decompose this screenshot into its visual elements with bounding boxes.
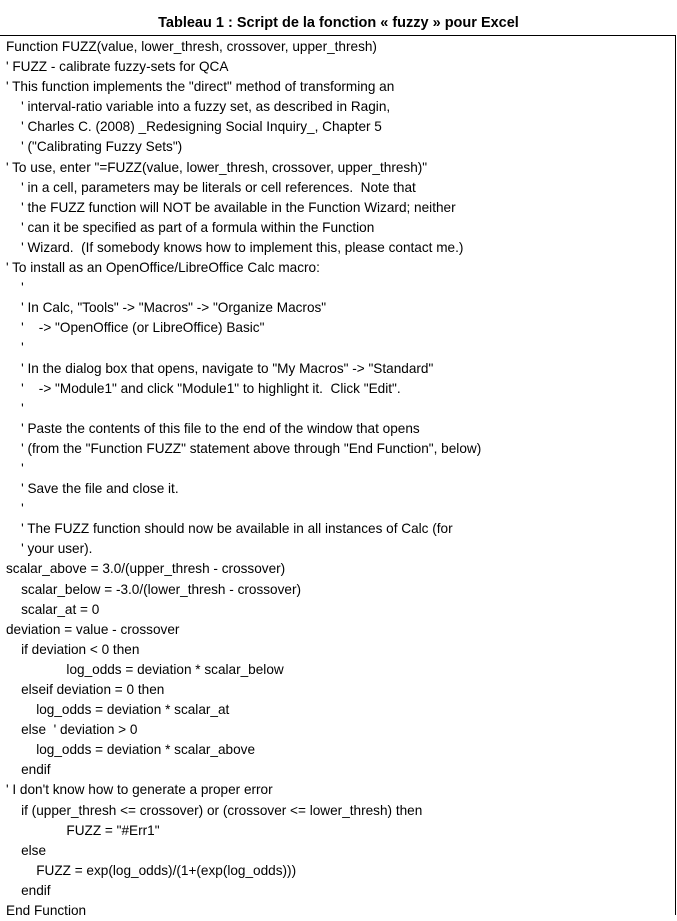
code-line: else ' deviation > 0 <box>6 722 138 738</box>
code-line: FUZZ = exp(log_odds)/(1+(exp(log_odds))) <box>6 862 297 878</box>
code-line: ' Wizard. (If somebody knows how to implement this, please contact me.) <box>6 239 464 255</box>
code-line: log_odds = deviation * scalar_below <box>6 661 284 677</box>
code-line: ' I don't know how to generate a proper error <box>6 782 273 798</box>
code-line: End Function <box>6 903 87 919</box>
code-line: ' <box>6 460 24 476</box>
code-line: else <box>6 842 47 858</box>
code-line: ' <box>6 340 24 356</box>
code-line: ' <box>6 501 24 517</box>
code-line: ' -> "Module1" and click "Module1" to highlight it. Click "Edit". <box>6 380 401 396</box>
code-line: ' (from the "Function FUZZ" statement above through "End Function", below) <box>6 440 482 456</box>
code-line: ' In the dialog box that opens, navigate to "My Macros" -> "Standard" <box>6 360 434 376</box>
table-caption: Tableau 1 : Script de la fonction « fuzzy » pour Excel <box>158 15 519 31</box>
code-line: ' Paste the contents of this file to the end of the window that opens <box>6 420 420 436</box>
code-line: ' In Calc, "Tools" -> "Macros" -> "Organize Macros" <box>6 300 327 316</box>
code-line: scalar_below = -3.0/(lower_thresh - crossover) <box>6 581 302 597</box>
code-line: if deviation < 0 then <box>6 641 140 657</box>
code-line: ' <box>6 280 24 296</box>
code-line: ' The FUZZ function should now be available in all instances of Calc (for <box>6 521 453 537</box>
code-line: ' This function implements the "direct" method of transforming an <box>6 79 395 95</box>
code-line: elseif deviation = 0 then <box>6 682 165 697</box>
code-line: FUZZ = "#Err1" <box>6 822 160 838</box>
code-line: endif <box>6 762 51 778</box>
code-line: endif <box>6 882 51 898</box>
code-line: ' interval-ratio variable into a fuzzy set, as described in Ragin, <box>6 99 391 115</box>
code-line: ' To use, enter "=FUZZ(value, lower_thresh, crossover, upper_thresh)" <box>6 159 428 175</box>
code-line: ' your user). <box>6 541 93 557</box>
code-line: ' Charles C. (2008) _Redesigning Social Inquiry_, Chapter 5 <box>6 119 382 135</box>
code-line: ' -> "OpenOffice (or LibreOffice) Basic" <box>6 320 265 336</box>
code-line: ' ("Calibrating Fuzzy Sets") <box>6 139 183 155</box>
code-line: log_odds = deviation * scalar_above <box>6 742 256 758</box>
code-line: ' <box>6 400 24 416</box>
code-line: if (upper_thresh <= crossover) or (crossover <= lower_thresh) then <box>6 802 423 818</box>
code-line: ' in a cell, parameters may be literals or cell references. Note that <box>6 179 416 195</box>
code-listing <box>6 37 666 921</box>
code-line: deviation = value - crossover <box>6 621 180 637</box>
code-line: ' Save the file and close it. <box>6 481 179 497</box>
code-line: Function FUZZ(value, lower_thresh, crossover, upper_thresh) <box>6 39 377 54</box>
code-line: log_odds = deviation * scalar_at <box>6 702 230 718</box>
code-line: ' FUZZ - calibrate fuzzy-sets for QCA <box>6 59 229 75</box>
code-line: ' can it be specified as part of a formula within the Function <box>6 219 375 235</box>
code-line: scalar_at = 0 <box>6 601 100 617</box>
code-line: scalar_above = 3.0/(upper_thresh - crossover) <box>6 561 286 577</box>
code-line: ' the FUZZ function will NOT be available in the Function Wizard; neither <box>6 199 456 215</box>
code-line: ' To install as an OpenOffice/LibreOffice Calc macro: <box>6 260 320 276</box>
